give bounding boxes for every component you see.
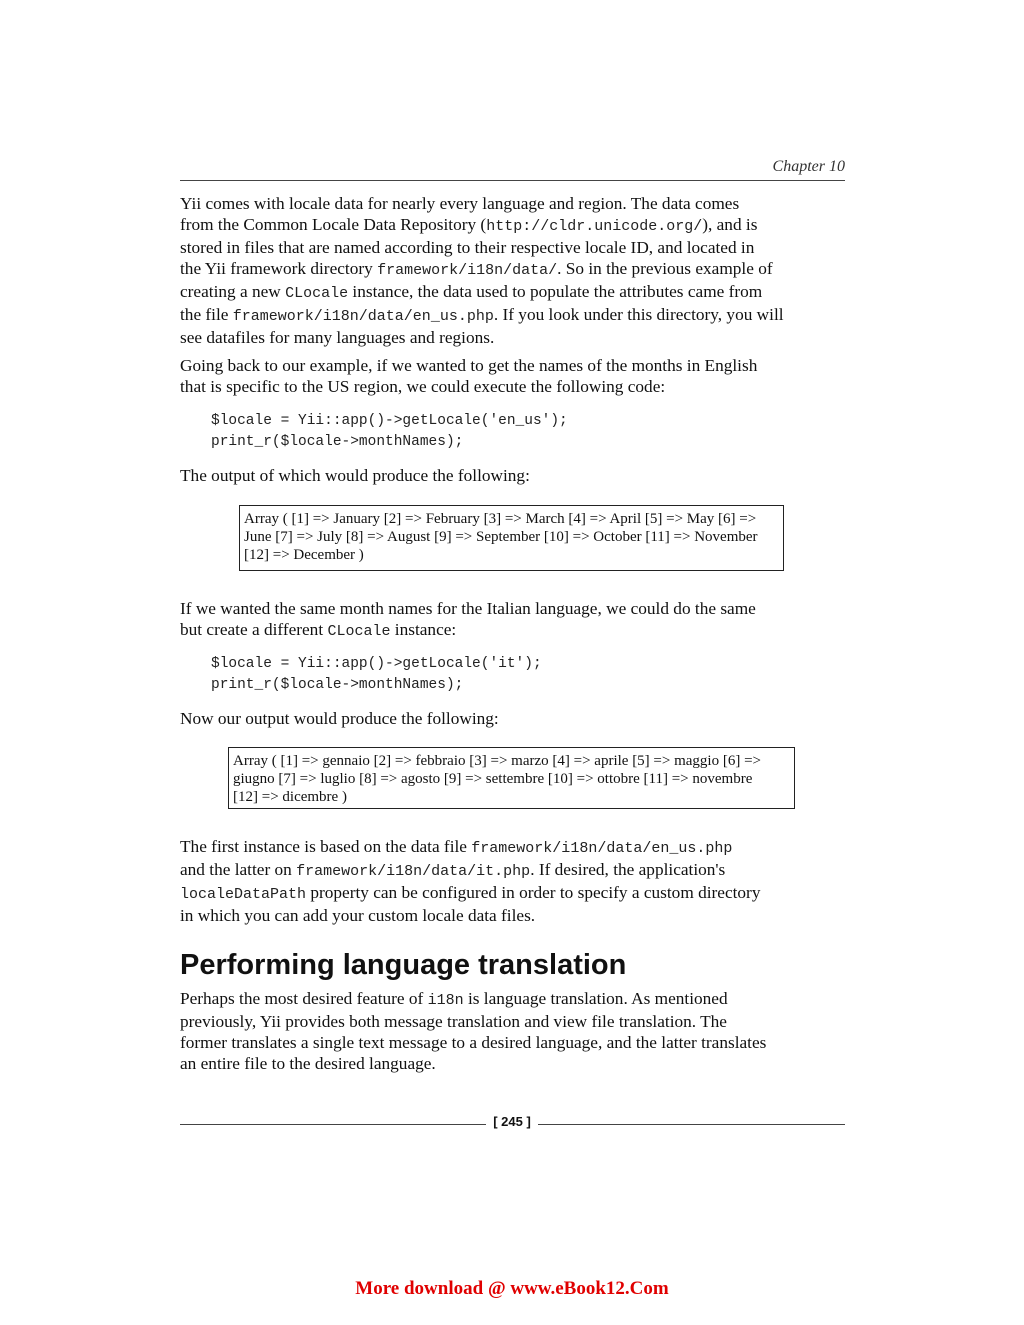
paragraph-locale-data: Yii comes with locale data for nearly every language and region. The data comes from the Common Locale Data Repository (http://cldr.unicode.org/), and is stored in files that are named according to their respective locale ID, and located in the Yii framework directory framework/i18n/data/. So in the previous example of creating a new CLocale instance, the data used to populate the attributes came from the file framework/i18n/data/en_us.php. If you look under this directory, you will see datafiles for many languages and regions. [180,194,784,347]
section-heading: Performing language translation [180,949,627,981]
output-screenshot-it: Array ( [1] => gennaio [2] => febbraio [3] => marzo [4] => aprile [5] => maggio [6] => giugno [7] => luglio [8] => agosto [9] => settembre [10] => ottobre [11] => novembre [12] => dicembre ) [228,747,795,809]
paragraph-italian: If we wanted the same month names for the Italian language, we could do the same but create a different CLocale instance: [180,599,756,640]
page-number: [ 245 ] [493,1114,531,1129]
header-rule [180,180,845,181]
chapter-label: Chapter 10 [772,158,845,175]
paragraph-first-instance: The first instance is based on the data file framework/i18n/data/en_us.php and the latter on framework/i18n/data/it.php. If desired, the application's localeDataPath property can be configured in order to specify a custom directory in which you can add your custom locale data files. [180,837,761,925]
inline-code-dir: framework/i18n/data/ [377,262,558,279]
paragraph-translation: Perhaps the most desired feature of i18n is language translation. As mentioned previously, Yii provides both message translation and view file translation. The former translates a single text message to a desired language, and the latter translates an entire file to the desired language. [180,989,767,1073]
paragraph-output-intro: The output of which would produce the following: [180,466,530,485]
code-block-en: $locale = Yii::app()->getLocale('en_us'); print_r($locale->monthNames); [211,413,568,450]
download-watermark: More download @ www.eBook12.Com [355,1278,669,1299]
paragraph-going-back: Going back to our example, if we wanted to get the names of the months in English that is specific to the US region, we could execute the following code: [180,356,758,396]
inline-code-clocale: CLocale [285,285,349,302]
footer-rule-right [538,1124,845,1125]
inline-code-file: framework/i18n/data/en_us.php [232,308,494,325]
code-block-it: $locale = Yii::app()->getLocale('it'); print_r($locale->monthNames); [211,656,542,693]
paragraph-now-output: Now our output would produce the following: [180,709,499,728]
inline-code-url: http://cldr.unicode.org/ [486,218,703,235]
inline-code-clocale-2: CLocale [327,623,391,640]
output-screenshot-en: Array ( [1] => January [2] => February [3] => March [4] => April [5] => May [6] => June [7] => July [8] => August [9] => September [10] => October [11] => November [12] => December ) [239,505,784,571]
footer-rule-left [180,1124,486,1125]
